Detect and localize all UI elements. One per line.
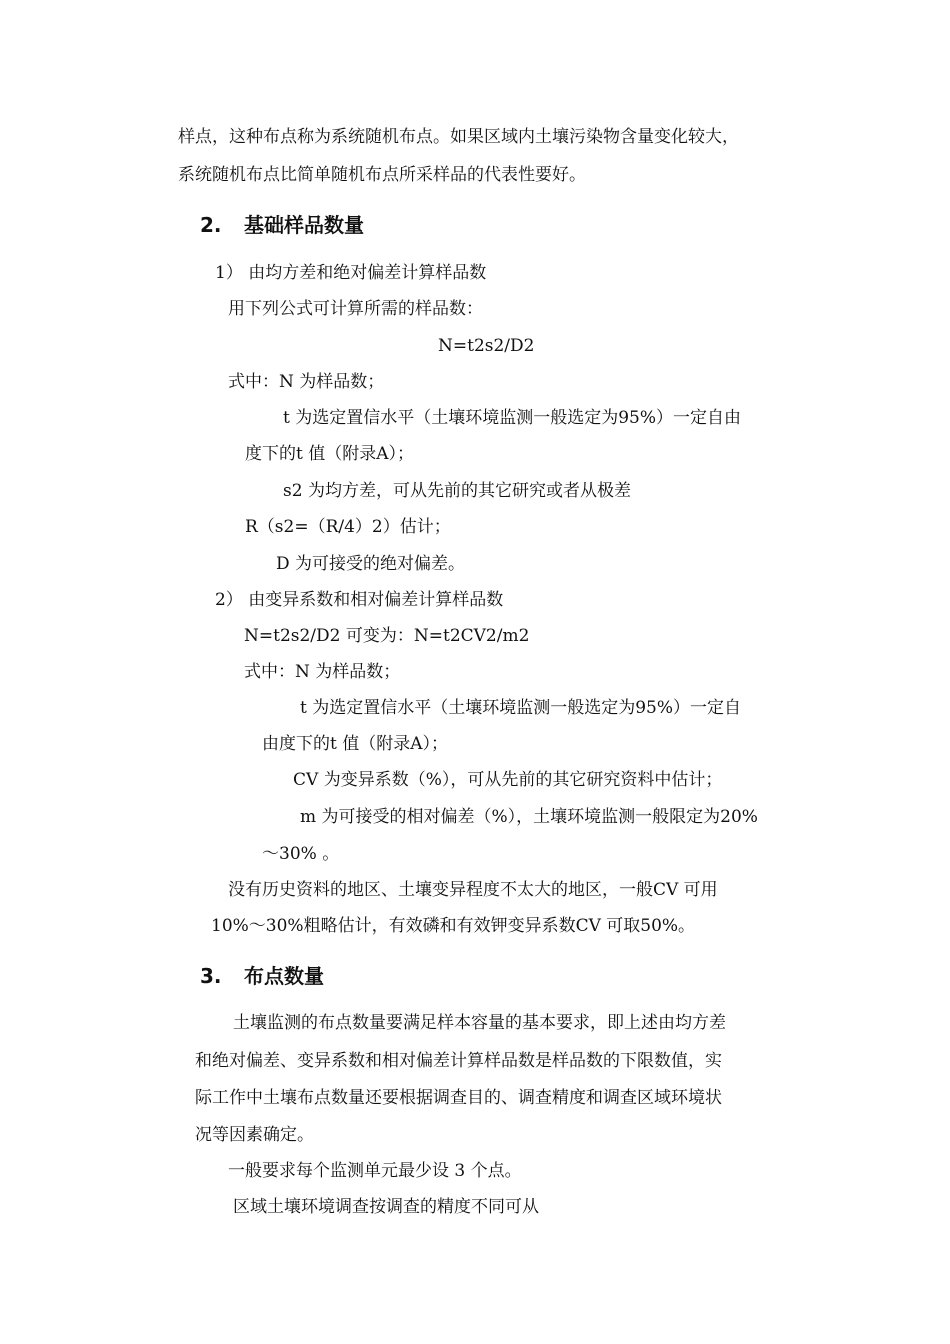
cv-note-line-1: 没有历史资料的地区、土壤变异程度不太大的地区，一般CV 可用 [228, 880, 718, 900]
intro-line-1: 样点，这种布点称为系统随机布点。如果区域内土壤污染物含量变化较大， [178, 127, 739, 147]
cv-note-line-2: 10%～30%粗略估计，有效磷和有效钾变异系数CV 可取50%。 [211, 916, 696, 936]
section-3-para-3: 区域土壤环境调查按调查的精度不同可从 [233, 1197, 539, 1217]
subsection-1-heading: 1） 由均方差和绝对偏差计算样品数 [215, 263, 487, 283]
section-3-para-1-line-4: 况等因素确定。 [195, 1125, 314, 1145]
t-definition-1-line-1: t 为选定置信水平（土壤环境监测一般选定为95%）一定自由 [283, 408, 742, 428]
where-n-2: 式中：N 为样品数； [244, 662, 401, 682]
section-3-para-1-line-1: 土壤监测的布点数量要满足样本容量的基本要求，即上述由均方差 [233, 1013, 726, 1033]
section-3-para-1-line-2: 和绝对偏差、变异系数和相对偏差计算样品数是样品数的下限数值，实 [195, 1051, 722, 1071]
section-3-title: 布点数量 [244, 964, 324, 988]
m-definition-line-1: m 为可接受的相对偏差（%），土壤环境监测一般限定为20% [300, 807, 758, 827]
m-definition-line-2: ～30% 。 [262, 844, 340, 864]
t-definition-1-line-2: 度下的t 值（附录A）； [245, 444, 415, 464]
subsection-2-heading: 2） 由变异系数和相对偏差计算样品数 [215, 590, 504, 610]
section-3-para-2: 一般要求每个监测单元最少设 3 个点。 [228, 1161, 522, 1181]
formula-2: N=t2s2/D2 可变为：N=t2CV2/m2 [244, 626, 530, 646]
subsection-1-lead: 用下列公式可计算所需的样品数： [228, 299, 483, 319]
where-n-1: 式中：N 为样品数； [228, 372, 385, 392]
section-3-number: 3. [200, 964, 222, 988]
cv-definition: CV 为变异系数（%），可从先前的其它研究资料中估计； [293, 770, 723, 790]
s2-definition-line-2: R（s2=（R/4）2）估计； [245, 517, 451, 537]
t-definition-2-line-1: t 为选定置信水平（土壤环境监测一般选定为95%）一定自 [300, 698, 742, 718]
t-definition-2-line-2: 由度下的t 值（附录A）； [262, 734, 449, 754]
section-2-number: 2. [200, 213, 222, 237]
s2-definition-line-1: s2 为均方差，可从先前的其它研究或者从极差 [283, 481, 631, 501]
formula-1: N=t2s2/D2 [438, 336, 535, 356]
d-definition: D 为可接受的绝对偏差。 [276, 554, 466, 574]
section-3-para-1-line-3: 际工作中土壤布点数量还要根据调查目的、调查精度和调查区域环境状 [195, 1088, 722, 1108]
section-3-heading [200, 964, 324, 988]
section-2-title: 基础样品数量 [244, 213, 364, 237]
section-2-heading [200, 213, 364, 237]
intro-line-2: 系统随机布点比简单随机布点所采样品的代表性要好。 [178, 165, 586, 185]
